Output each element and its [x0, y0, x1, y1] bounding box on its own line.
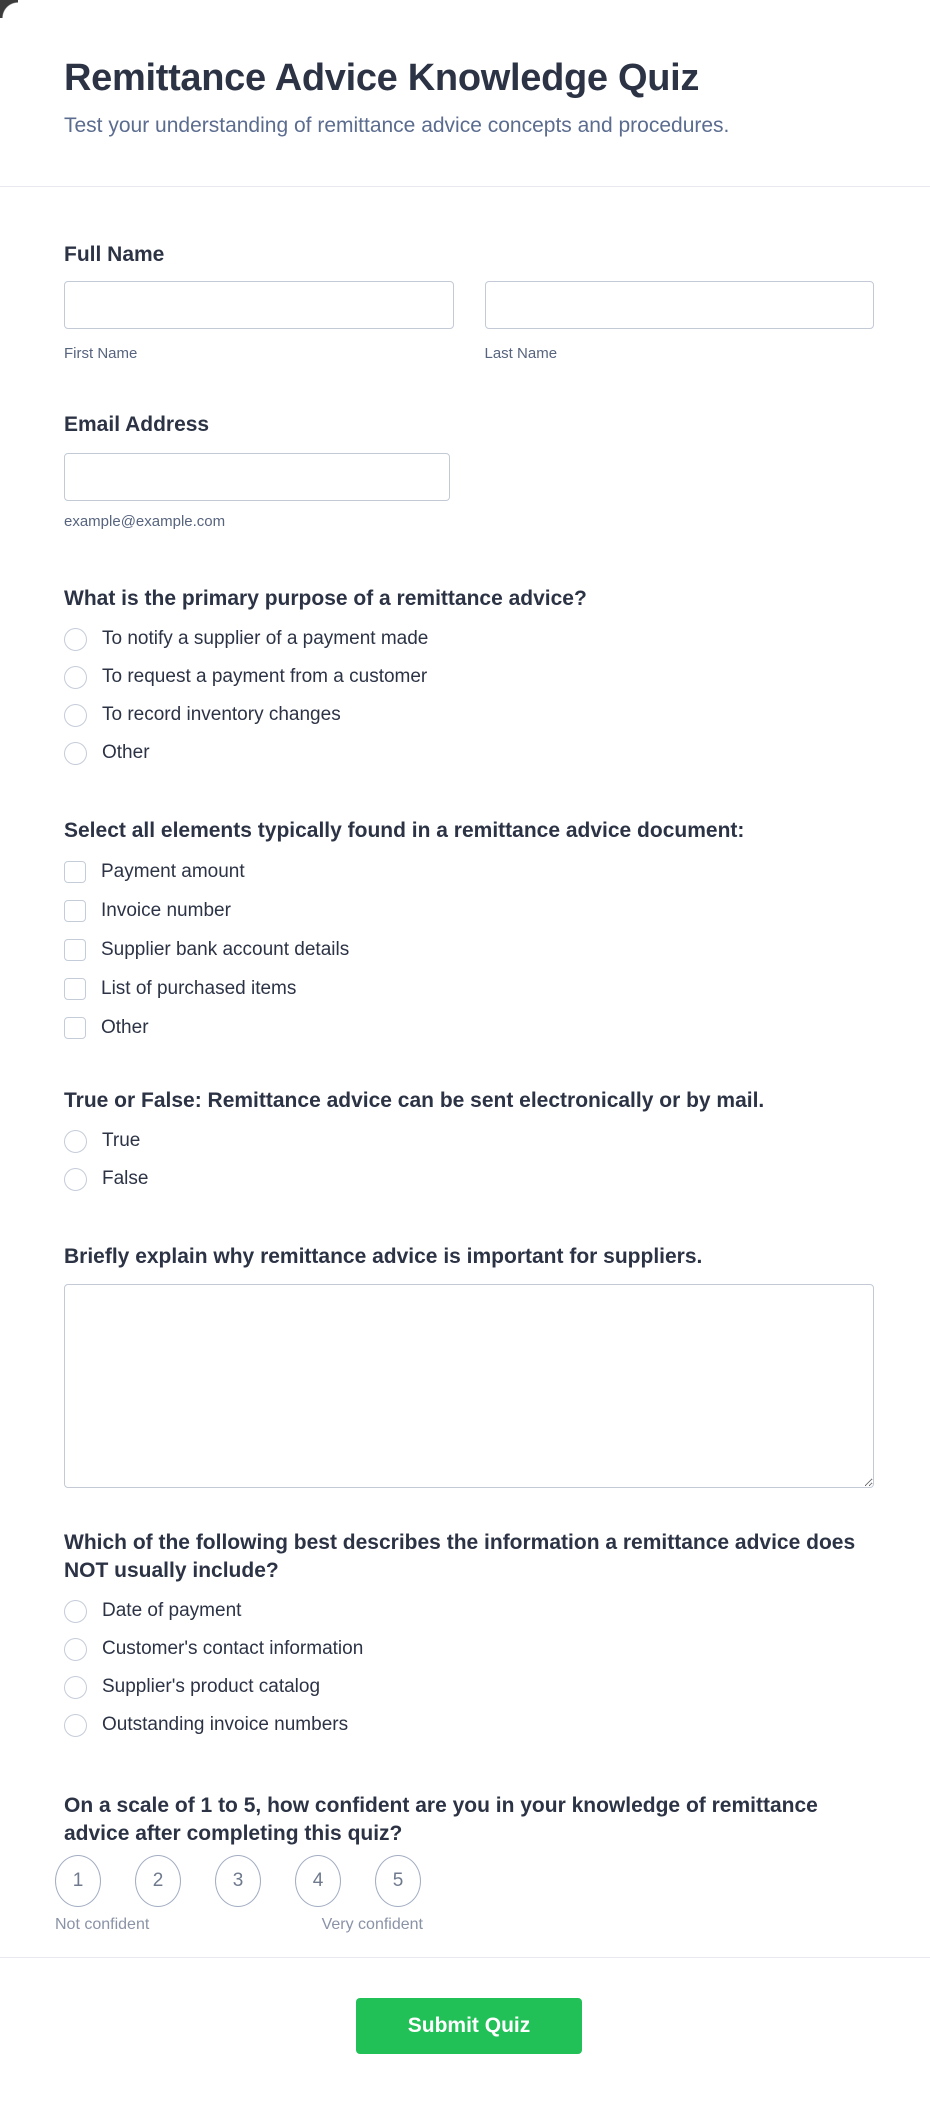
radio-option[interactable]	[64, 1630, 874, 1668]
radio-circle-icon[interactable]	[64, 1638, 87, 1661]
purpose-options	[64, 620, 874, 772]
radio-option[interactable]	[64, 1668, 874, 1706]
checkbox-option[interactable]	[64, 891, 874, 930]
checkbox-icon[interactable]	[64, 978, 86, 1000]
radio-circle-icon[interactable]	[64, 666, 87, 689]
checkbox-option-label: Invoice number	[101, 899, 231, 921]
question-confidence	[55, 1792, 874, 1934]
checkbox-icon[interactable]	[64, 900, 86, 922]
radio-circle-icon[interactable]	[64, 1714, 87, 1737]
question-explain	[64, 1243, 874, 1488]
name-inputs-row	[64, 281, 874, 363]
form-footer	[0, 1998, 930, 2106]
form-body	[0, 241, 930, 1934]
checkbox-icon[interactable]	[64, 1017, 86, 1039]
radio-circle-icon[interactable]	[64, 1168, 87, 1191]
radio-option[interactable]	[64, 658, 874, 696]
explain-textarea[interactable]	[64, 1284, 874, 1488]
scale-right-caption: Very confident	[321, 1916, 423, 1933]
scale-option-1[interactable]: 1	[55, 1855, 101, 1907]
radio-option-label: To record inventory changes	[102, 704, 341, 725]
email-field	[64, 411, 874, 531]
radio-option-label: True	[102, 1130, 141, 1151]
radio-option[interactable]	[64, 1122, 874, 1160]
scale-option-2[interactable]: 2	[135, 1855, 181, 1907]
question-true-false	[64, 1087, 874, 1198]
checkbox-option-label: Other	[101, 1016, 149, 1038]
question-purpose	[64, 585, 874, 772]
full-name-field	[64, 241, 874, 363]
confidence-captions	[55, 1915, 423, 1934]
radio-option-label: Outstanding invoice numbers	[102, 1714, 349, 1735]
radio-option[interactable]	[64, 620, 874, 658]
radio-option-label: Customer's contact information	[102, 1638, 364, 1659]
first-name-sublabel: First Name	[64, 345, 138, 362]
question-explain-label: Briefly explain why remittance advice is important for suppliers.	[64, 1245, 703, 1268]
checkbox-icon[interactable]	[64, 861, 86, 883]
checkbox-icon[interactable]	[64, 939, 86, 961]
email-hint: example@example.com	[64, 513, 226, 530]
radio-option[interactable]	[64, 696, 874, 734]
true-false-options	[64, 1122, 874, 1198]
checkbox-option[interactable]	[64, 969, 874, 1008]
checkbox-option[interactable]	[64, 1008, 874, 1047]
last-name-sublabel: Last Name	[484, 345, 558, 362]
window-corner-artifact	[0, 0, 18, 18]
email-input[interactable]	[64, 453, 450, 501]
checkbox-option-label: Supplier bank account details	[101, 938, 350, 960]
radio-option-label: False	[102, 1168, 149, 1189]
confidence-scale	[55, 1855, 874, 1907]
question-purpose-label: What is the primary purpose of a remittance advice?	[64, 587, 587, 610]
form-subtitle: Test your understanding of remittance advice concepts and procedures.	[64, 114, 730, 137]
elements-options	[64, 852, 874, 1047]
radio-option[interactable]	[64, 1160, 874, 1198]
question-not-include	[64, 1529, 874, 1744]
radio-option-label: To request a payment from a customer	[102, 666, 428, 687]
last-name-col	[485, 281, 875, 363]
checkbox-option-label: Payment amount	[101, 860, 245, 882]
radio-option-label: Supplier's product catalog	[102, 1676, 321, 1697]
radio-option[interactable]	[64, 1592, 874, 1630]
scale-option-5[interactable]: 5	[375, 1855, 421, 1907]
radio-circle-icon[interactable]	[64, 742, 87, 765]
radio-option-label: Other	[102, 742, 150, 763]
question-elements	[64, 817, 874, 1047]
question-not-include-label: Which of the following best describes the information a remittance advice does NOT usually include?	[64, 1531, 856, 1582]
scale-left-caption: Not confident	[55, 1916, 150, 1933]
radio-circle-icon[interactable]	[64, 628, 87, 651]
last-name-input[interactable]	[485, 281, 875, 329]
submit-button[interactable]: Submit Quiz	[356, 1998, 582, 2054]
checkbox-option-label: List of purchased items	[101, 977, 297, 999]
checkbox-option[interactable]	[64, 930, 874, 969]
radio-circle-icon[interactable]	[64, 1600, 87, 1623]
email-label: Email Address	[64, 413, 210, 436]
scale-option-3[interactable]: 3	[215, 1855, 261, 1907]
question-true-false-label: True or False: Remittance advice can be sent electronically or by mail.	[64, 1089, 765, 1112]
radio-circle-icon[interactable]	[64, 1676, 87, 1699]
radio-option[interactable]	[64, 1706, 874, 1744]
radio-circle-icon[interactable]	[64, 1130, 87, 1153]
question-elements-label: Select all elements typically found in a remittance advice document:	[64, 819, 745, 842]
radio-circle-icon[interactable]	[64, 704, 87, 727]
not-include-options	[64, 1592, 874, 1744]
scale-option-4[interactable]: 4	[295, 1855, 341, 1907]
question-confidence-label: On a scale of 1 to 5, how confident are you in your knowledge of remittance advice after completing this quiz?	[64, 1794, 818, 1845]
radio-option[interactable]	[64, 734, 874, 772]
form-title: Remittance Advice Knowledge Quiz	[64, 57, 700, 99]
first-name-col	[64, 281, 454, 363]
full-name-label: Full Name	[64, 243, 165, 266]
checkbox-option[interactable]	[64, 852, 874, 891]
footer-divider	[0, 1957, 930, 1958]
radio-option-label: Date of payment	[102, 1600, 242, 1621]
first-name-input[interactable]	[64, 281, 454, 329]
form-header	[0, 0, 930, 187]
radio-option-label: To notify a supplier of a payment made	[102, 628, 429, 649]
